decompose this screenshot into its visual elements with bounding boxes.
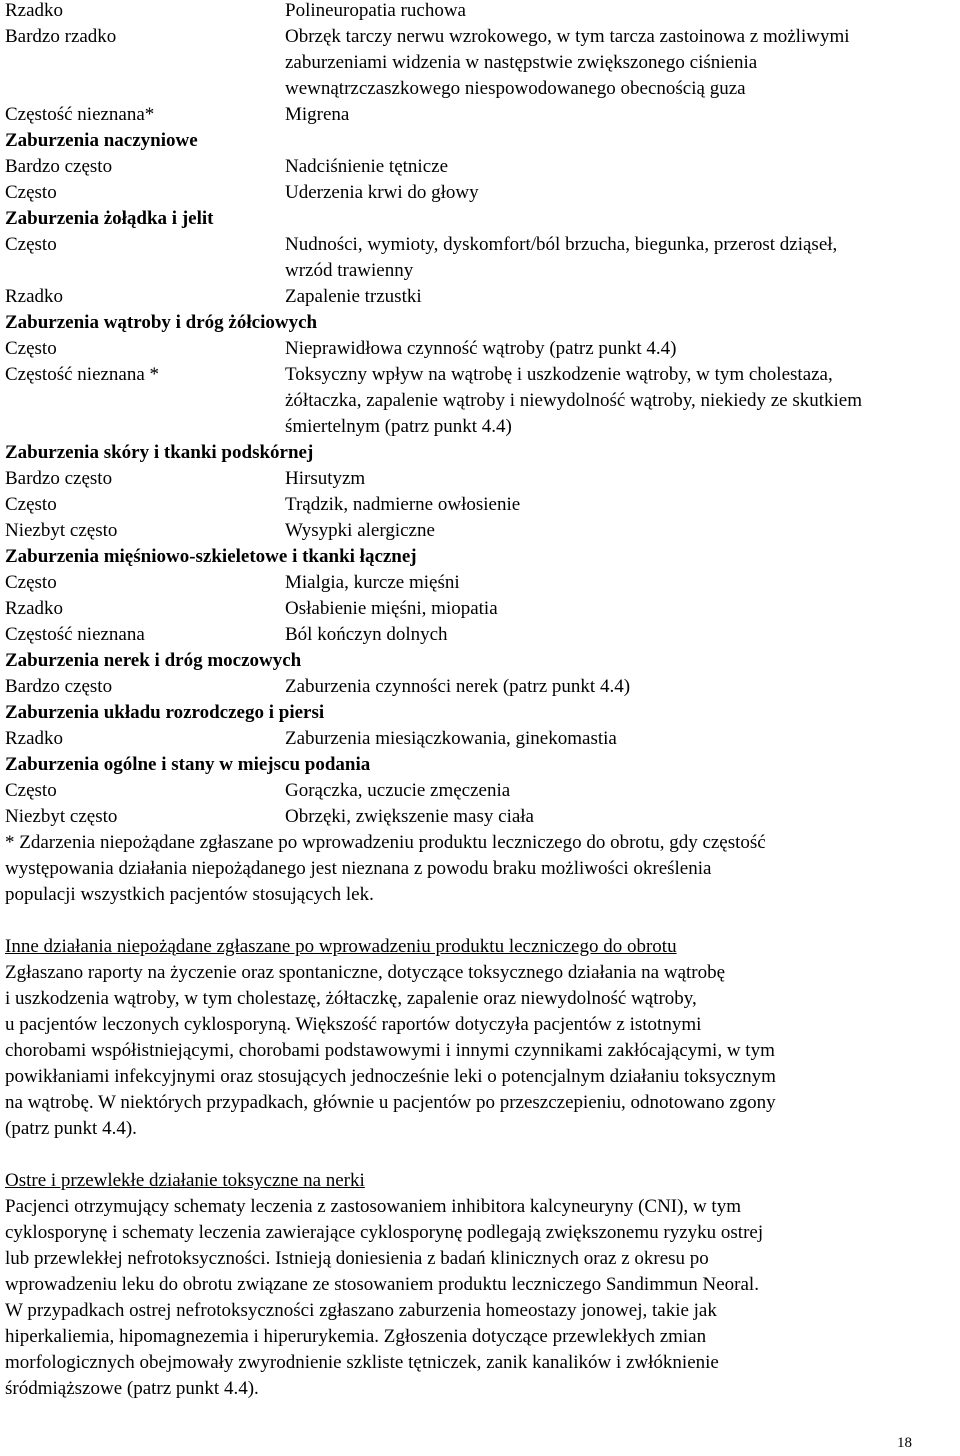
- frequency-label: Często: [5, 780, 57, 801]
- section-heading: Zaburzenia naczyniowe: [5, 130, 198, 151]
- adverse-effect-text: Wysypki alergiczne: [285, 520, 435, 541]
- section-heading: Zaburzenia nerek i dróg moczowych: [5, 650, 302, 671]
- adverse-effect-text: Toksyczny wpływ na wątrobę i uszkodzenie wątroby, w tym cholestaza,: [285, 364, 833, 385]
- section-heading: Zaburzenia skóry i tkanki podskórnej: [5, 442, 314, 463]
- paragraph-line: morfologicznych obejmowały zwyrodnienie szkliste tętniczek, zanik kanalików i zwłóknienie: [5, 1352, 719, 1373]
- frequency-label: Rzadko: [5, 0, 64, 21]
- paragraph-line: chorobami współistniejącymi, chorobami podstawowymi i innymi czynnikami zakłócającymi, w tym: [5, 1040, 775, 1061]
- adverse-effect-text: zaburzeniami widzenia w następstwie zwiększonego ciśnienia: [285, 52, 758, 73]
- frequency-label: Bardzo rzadko: [5, 26, 117, 47]
- frequency-label: Rzadko: [5, 286, 64, 307]
- paragraph-line: (patrz punkt 4.4).: [5, 1118, 137, 1139]
- paragraph-line: u pacjentów leczonych cyklosporyną. Większość raportów dotyczyła pacjentów z istotnymi: [5, 1014, 702, 1035]
- section-heading: Zaburzenia mięśniowo-szkieletowe i tkanki łącznej: [5, 546, 417, 567]
- adverse-effect-text: Migrena: [285, 104, 350, 125]
- frequency-label: Rzadko: [5, 598, 64, 619]
- paragraph-heading: Ostre i przewlekłe działanie toksyczne na nerki: [5, 1170, 365, 1191]
- frequency-label: Rzadko: [5, 728, 64, 749]
- frequency-label: Często: [5, 572, 57, 593]
- frequency-label: Często: [5, 494, 57, 515]
- adverse-effect-text: Hirsutyzm: [285, 468, 366, 489]
- adverse-effect-text: wewnątrzczaszkowego niespowodowanego obecnością guza: [285, 78, 746, 99]
- adverse-effect-text: Mialgia, kurcze mięśni: [285, 572, 460, 593]
- frequency-label: Niezbyt często: [5, 806, 118, 827]
- adverse-effect-text: Nieprawidłowa czynność wątroby (patrz punkt 4.4): [285, 338, 677, 359]
- adverse-effect-text: śmiertelnym (patrz punkt 4.4): [285, 416, 512, 437]
- adverse-effect-text: Zapalenie trzustki: [285, 286, 422, 307]
- adverse-effect-text: Ból kończyn dolnych: [285, 624, 448, 645]
- adverse-effect-text: Nadciśnienie tętnicze: [285, 156, 449, 177]
- adverse-effect-text: żółtaczka, zapalenie wątroby i niewydolność wątroby, niekiedy ze skutkiem: [285, 390, 863, 411]
- adverse-effect-text: Obrzęk tarczy nerwu wzrokowego, w tym tarcza zastoinowa z możliwymi: [285, 26, 850, 47]
- adverse-effect-text: Zaburzenia miesiączkowania, ginekomastia: [285, 728, 617, 749]
- frequency-label: Często: [5, 338, 57, 359]
- paragraph-line: powikłaniami infekcyjnymi oraz stosujących jednocześnie leki o potencjalnym działaniu toksycznym: [5, 1066, 776, 1087]
- footnote-line: * Zdarzenia niepożądane zgłaszane po wprowadzeniu produktu leczniczego do obrotu, gdy częstość: [5, 832, 766, 853]
- paragraph-line: śródmiąższowe (patrz punkt 4.4).: [5, 1378, 259, 1399]
- frequency-label: Częstość nieznana *: [5, 364, 160, 385]
- paragraph-line: W przypadkach ostrej nefrotoksyczności zgłaszano zaburzenia homeostazy jonowej, takie jak: [5, 1300, 717, 1321]
- paragraph-line: wprowadzeniu leku do obrotu związane ze stosowaniem produktu leczniczego Sandimmun Neoral.: [5, 1274, 759, 1295]
- paragraph-line: lub przewlekłej nefrotoksyczności. Istnieją doniesienia z badań klinicznych oraz z okresu po: [5, 1248, 709, 1269]
- frequency-label: Niezbyt często: [5, 520, 118, 541]
- adverse-effect-text: wrzód trawienny: [285, 260, 414, 281]
- frequency-label: Częstość nieznana: [5, 624, 145, 645]
- paragraph-heading: Inne działania niepożądane zgłaszane po wprowadzeniu produktu leczniczego do obrotu: [5, 936, 677, 957]
- frequency-label: Często: [5, 234, 57, 255]
- frequency-label: Częstość nieznana*: [5, 104, 155, 125]
- paragraph-line: i uszkodzenia wątroby, w tym cholestazę, żółtaczkę, zapalenie oraz niewydolność wątroby,: [5, 988, 697, 1009]
- footnote-line: populacji wszystkich pacjentów stosujących lek.: [5, 884, 374, 905]
- section-heading: Zaburzenia ogólne i stany w miejscu podania: [5, 754, 371, 775]
- frequency-label: Bardzo często: [5, 156, 113, 177]
- paragraph-line: na wątrobę. W niektórych przypadkach, głównie u pacjentów po przeszczepieniu, odnotowano zgony: [5, 1092, 776, 1113]
- paragraph-line: hiperkaliemia, hipomagnezemia i hiperurykemia. Zgłoszenia dotyczące przewlekłych zmian: [5, 1326, 707, 1347]
- footnote-line: występowania działania niepożądanego jest nieznana z powodu braku możliwości określenia: [5, 858, 712, 879]
- paragraph-line: cyklosporynę i schematy leczenia zawierające cyklosporynę podlegają zwiększonemu ryzyku ostrej: [5, 1222, 764, 1243]
- adverse-effect-text: Trądzik, nadmierne owłosienie: [285, 494, 521, 515]
- adverse-effect-text: Gorączka, uczucie zmęczenia: [285, 780, 511, 801]
- paragraph-line: Zgłaszano raporty na życzenie oraz spontaniczne, dotyczące toksycznego działania na wątrobę: [5, 962, 726, 983]
- adverse-effect-text: Polineuropatia ruchowa: [285, 0, 466, 21]
- frequency-label: Bardzo często: [5, 676, 113, 697]
- section-heading: Zaburzenia żołądka i jelit: [5, 208, 214, 229]
- page-number: 18: [897, 1435, 912, 1451]
- adverse-effect-text: Obrzęki, zwiększenie masy ciała: [285, 806, 534, 827]
- adverse-effect-text: Zaburzenia czynności nerek (patrz punkt 4.4): [285, 676, 631, 697]
- adverse-effect-text: Uderzenia krwi do głowy: [285, 182, 479, 203]
- paragraph-line: Pacjenci otrzymujący schematy leczenia z zastosowaniem inhibitora kalcyneuryny (CNI), w tym: [5, 1196, 741, 1217]
- adverse-effect-text: Osłabienie mięśni, miopatia: [285, 598, 498, 619]
- frequency-label: Bardzo często: [5, 468, 113, 489]
- frequency-label: Często: [5, 182, 57, 203]
- section-heading: Zaburzenia układu rozrodczego i piersi: [5, 702, 325, 723]
- adverse-effect-text: Nudności, wymioty, dyskomfort/ból brzucha, biegunka, przerost dziąseł,: [285, 234, 838, 255]
- section-heading: Zaburzenia wątroby i dróg żółciowych: [5, 312, 318, 333]
